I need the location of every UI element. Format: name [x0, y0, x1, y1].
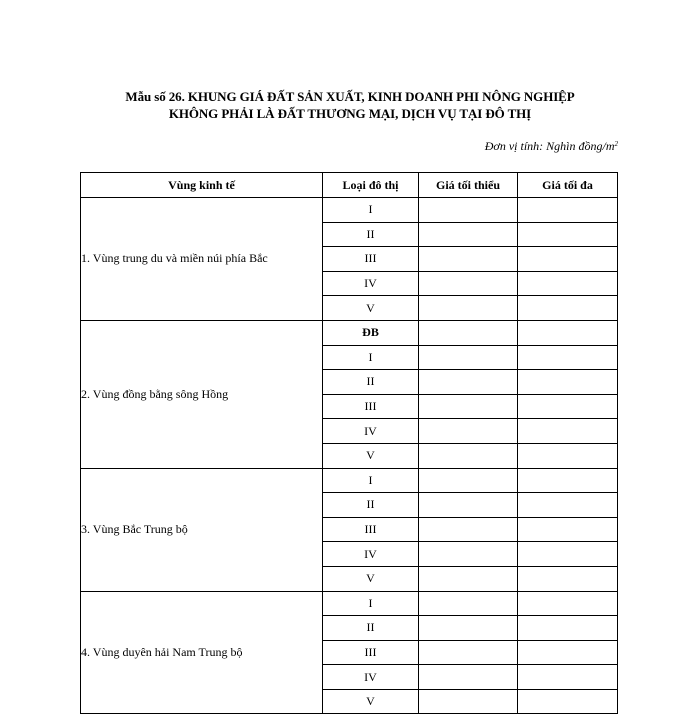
- min-price-cell: [419, 542, 518, 567]
- min-price-cell: [419, 419, 518, 444]
- table-row: [81, 320, 618, 345]
- min-price-cell: [419, 566, 518, 591]
- unit-text: Đơn vị tính: Nghìn đồng/m: [484, 139, 615, 153]
- unit-superscript: 2: [614, 140, 618, 148]
- urban-type-cell: II: [323, 616, 419, 641]
- urban-type-cell: IV: [323, 271, 419, 296]
- max-price-cell: [518, 419, 618, 444]
- region-name: 3. Vùng Bắc Trung bộ: [81, 468, 323, 591]
- max-price-cell: [518, 296, 618, 321]
- max-price-cell: [518, 517, 618, 542]
- max-price-cell: [518, 493, 618, 518]
- urban-type-cell: IV: [323, 419, 419, 444]
- max-price-cell: [518, 566, 618, 591]
- table-row: [81, 468, 618, 493]
- min-price-cell: [419, 394, 518, 419]
- region-name: 4. Vùng duyên hải Nam Trung bộ: [81, 591, 323, 714]
- unit-label: [485, 138, 618, 154]
- urban-type-cell: IV: [323, 542, 419, 567]
- min-price-cell: [419, 370, 518, 395]
- max-price-cell: [518, 394, 618, 419]
- max-price-cell: [518, 542, 618, 567]
- urban-type-cell: V: [323, 443, 419, 468]
- max-price-cell: [518, 345, 618, 370]
- header-urban-type: Loại đô thị: [323, 173, 419, 198]
- max-price-cell: [518, 370, 618, 395]
- min-price-cell: [419, 689, 518, 714]
- price-table: [80, 172, 618, 714]
- max-price-cell: [518, 591, 618, 616]
- urban-type-cell: I: [323, 345, 419, 370]
- max-price-cell: [518, 468, 618, 493]
- table-row: [81, 591, 618, 616]
- min-price-cell: [419, 517, 518, 542]
- header-min-price: Giá tối thiểu: [419, 173, 518, 198]
- urban-type-cell: III: [323, 394, 419, 419]
- urban-type-cell: I: [323, 468, 419, 493]
- max-price-cell: [518, 665, 618, 690]
- urban-type-cell: V: [323, 566, 419, 591]
- min-price-cell: [419, 247, 518, 272]
- urban-type-cell: V: [323, 296, 419, 321]
- min-price-cell: [419, 493, 518, 518]
- region-name: 2. Vùng đồng bằng sông Hồng: [81, 320, 323, 468]
- min-price-cell: [419, 271, 518, 296]
- min-price-cell: [419, 665, 518, 690]
- max-price-cell: [518, 222, 618, 247]
- table-body: [81, 198, 618, 714]
- urban-type-cell: I: [323, 591, 419, 616]
- min-price-cell: [419, 616, 518, 641]
- urban-type-cell: IV: [323, 665, 419, 690]
- min-price-cell: [419, 591, 518, 616]
- max-price-cell: [518, 443, 618, 468]
- urban-type-cell: III: [323, 517, 419, 542]
- header-row: [81, 173, 618, 198]
- max-price-cell: [518, 271, 618, 296]
- urban-type-cell: II: [323, 493, 419, 518]
- min-price-cell: [419, 345, 518, 370]
- table-row: [81, 198, 618, 223]
- max-price-cell: [518, 640, 618, 665]
- form-title-line-1: Mẫu số 26. KHUNG GIÁ ĐẤT SẢN XUẤT, KINH DOANH PHI NÔNG NGHIỆP: [125, 89, 575, 104]
- header-max-price: Giá tối đa: [518, 173, 618, 198]
- min-price-cell: [419, 320, 518, 345]
- urban-type-cell: III: [323, 640, 419, 665]
- max-price-cell: [518, 247, 618, 272]
- max-price-cell: [518, 198, 618, 223]
- urban-type-cell: II: [323, 370, 419, 395]
- form-title-line-2: KHÔNG PHẢI LÀ ĐẤT THƯƠNG MẠI, DỊCH VỤ TẠI ĐÔ THỊ: [168, 106, 532, 121]
- min-price-cell: [419, 296, 518, 321]
- min-price-cell: [419, 640, 518, 665]
- urban-type-cell: I: [323, 198, 419, 223]
- header-region: Vùng kinh tế: [81, 173, 323, 198]
- max-price-cell: [518, 616, 618, 641]
- min-price-cell: [419, 222, 518, 247]
- urban-type-cell: III: [323, 247, 419, 272]
- max-price-cell: [518, 689, 618, 714]
- min-price-cell: [419, 443, 518, 468]
- urban-type-cell: ĐB: [323, 320, 419, 345]
- min-price-cell: [419, 468, 518, 493]
- urban-type-cell: II: [323, 222, 419, 247]
- max-price-cell: [518, 320, 618, 345]
- region-name: 1. Vùng trung du và miền núi phía Bắc: [81, 198, 323, 321]
- min-price-cell: [419, 198, 518, 223]
- urban-type-cell: V: [323, 689, 419, 714]
